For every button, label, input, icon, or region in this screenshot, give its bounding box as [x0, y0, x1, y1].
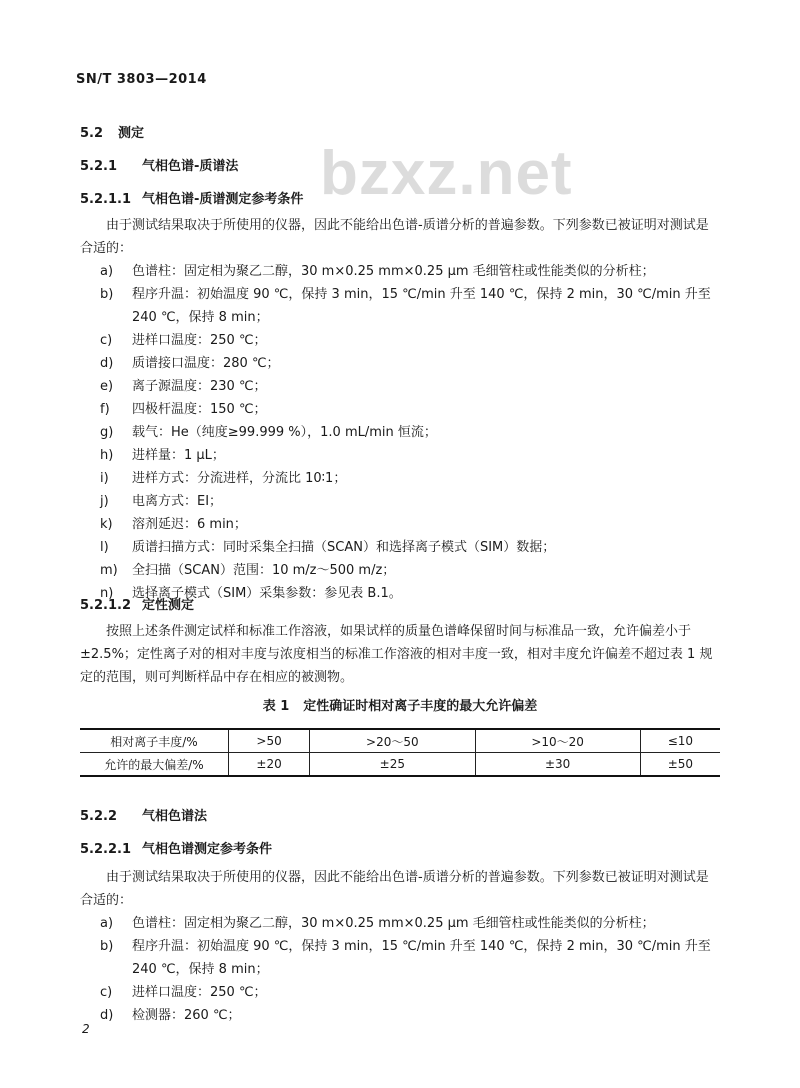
list-text: 色谱柱：固定相为聚乙二醇，30 m×0.25 mm×0.25 μm 毛细管柱或性能类似的分析柱； — [132, 264, 655, 279]
section-title: 气相色谱测定参考条件 — [142, 842, 273, 857]
list-text: 进样方式：分流进样，分流比 10∶1； — [132, 471, 347, 486]
list-item — [100, 467, 720, 490]
list-marker: a) — [100, 264, 114, 279]
table-cell: 允许的最大偏差/% — [80, 753, 229, 777]
list-marker: g) — [100, 425, 114, 440]
section-5-2-1-2-heading — [80, 594, 194, 613]
list-item — [100, 260, 720, 283]
list-item — [100, 375, 720, 398]
list-marker: a) — [100, 916, 114, 931]
list-marker: j) — [100, 494, 109, 509]
table-cell: ±25 — [310, 753, 475, 777]
section-5-2-1-1-heading — [80, 188, 303, 207]
list-marker: b) — [100, 287, 114, 302]
table-cell: ±20 — [229, 753, 310, 777]
document-header: SN/T 3803—2014 — [76, 72, 207, 87]
list-item — [100, 352, 720, 375]
list-item — [100, 421, 720, 444]
section-title: 气相色谱-质谱法 — [142, 159, 239, 174]
list-item — [100, 536, 720, 559]
paragraph-intro: 由于测试结果取决于所使用的仪器，因此不能给出色谱-质谱分析的普遍参数。下列参数已被证明对测试是合适的： — [80, 218, 709, 256]
ion-abundance-table — [80, 728, 720, 777]
table-row — [80, 753, 720, 777]
list-item — [100, 283, 720, 329]
list-marker: d) — [100, 1008, 114, 1023]
section-number: 5.2 — [80, 126, 104, 141]
section-number: 5.2.2.1 — [80, 842, 131, 857]
list-text: 四极杆温度：150 ℃； — [132, 402, 267, 417]
list-item — [100, 329, 720, 352]
list-marker: c) — [100, 333, 113, 348]
list-marker: c) — [100, 985, 113, 1000]
list-item — [100, 1004, 720, 1027]
section-5-2-heading — [80, 122, 144, 141]
section-title: 气相色谱-质谱测定参考条件 — [142, 192, 304, 207]
section-5-2-1-heading — [80, 155, 238, 174]
list-text: 质谱扫描方式：同时采集全扫描（SCAN）和选择离子模式（SIM）数据； — [132, 540, 556, 555]
list-text: 全扫描（SCAN）范围：10 m/z～500 m/z； — [132, 563, 396, 578]
table-label: 表 1 — [262, 699, 290, 714]
section-5-2-2-heading — [80, 805, 207, 824]
list-text: 质谱接口温度：280 ℃； — [132, 356, 280, 371]
section-number: 5.2.2 — [80, 809, 118, 824]
list-text: 载气：He（纯度≥99.999 %），1.0 mL/min 恒流； — [132, 425, 437, 440]
list-item — [100, 490, 720, 513]
list-item — [100, 444, 720, 467]
table-row — [80, 729, 720, 753]
list-item — [100, 559, 720, 582]
list-text: 进样量：1 μL； — [132, 448, 225, 463]
list-text: 程序升温：初始温度 90 ℃，保持 3 min，15 ℃/min 升至 140 ℃，保持 2 min，30 ℃/min 升至 240 ℃，保持 8 min； — [132, 939, 711, 977]
table-cell: ≤10 — [640, 729, 720, 753]
section-number: 5.2.1.1 — [80, 192, 131, 207]
list-text: 检测器：260 ℃； — [132, 1008, 241, 1023]
table-cell: ±50 — [640, 753, 720, 777]
section-5-2-2-1-heading — [80, 838, 272, 857]
list-marker: f) — [100, 402, 110, 417]
page-number: 2 — [82, 1022, 90, 1036]
list-marker: l) — [100, 540, 109, 555]
watermark: bzxz.net — [320, 139, 573, 208]
list-item — [100, 513, 720, 536]
list-marker: h) — [100, 448, 114, 463]
table-cell: ±30 — [475, 753, 640, 777]
list-text: 进样口温度：250 ℃； — [132, 985, 267, 1000]
list-text: 程序升温：初始温度 90 ℃，保持 3 min，15 ℃/min 升至 140 ℃，保持 2 min，30 ℃/min 升至 240 ℃，保持 8 min； — [132, 287, 711, 325]
list-item — [100, 398, 720, 421]
section-number: 5.2.1.2 — [80, 598, 131, 613]
list-text: 离子源温度：230 ℃； — [132, 379, 267, 394]
list-text: 色谱柱：固定相为聚乙二醇，30 m×0.25 mm×0.25 μm 毛细管柱或性能类似的分析柱； — [132, 916, 655, 931]
table-title: 定性确证时相对离子丰度的最大允许偏差 — [303, 699, 538, 714]
list-marker: e) — [100, 379, 114, 394]
list-text: 溶剂延迟：6 min； — [132, 517, 247, 532]
table-cell: >10～20 — [475, 729, 640, 753]
list-marker: k) — [100, 517, 113, 532]
list-item — [100, 935, 720, 981]
list-text: 电离方式：EI； — [132, 494, 223, 509]
section-title: 测定 — [118, 126, 145, 141]
table-caption — [0, 695, 800, 714]
list-item — [100, 981, 720, 1004]
list-marker: n) — [100, 586, 114, 601]
list-marker: i) — [100, 471, 109, 486]
section-number: 5.2.1 — [80, 159, 118, 174]
list-text: 进样口温度：250 ℃； — [132, 333, 267, 348]
section-title: 气相色谱法 — [142, 809, 208, 824]
table-cell: 相对离子丰度/% — [80, 729, 229, 753]
section-title: 定性测定 — [142, 598, 195, 613]
paragraph-qualitative: 按照上述条件测定试样和标准工作溶液，如果试样的质量色谱峰保留时间与标准品一致，允许偏差小于±2.5%；定性离子对的相对丰度与浓度相当的标准工作溶液的相对丰度一致，相对丰度允许偏差不超过表 1 规定的范围，则可判断样品中存在相应的被测物。 — [80, 624, 713, 685]
paragraph-intro-gc: 由于测试结果取决于所使用的仪器，因此不能给出色谱-质谱分析的普遍参数。下列参数已被证明对测试是合适的： — [80, 870, 709, 908]
list-marker: b) — [100, 939, 114, 954]
list-item — [100, 912, 720, 935]
table-cell: >20～50 — [310, 729, 475, 753]
list-marker: d) — [100, 356, 114, 371]
list-marker: m) — [100, 563, 118, 578]
table-cell: >50 — [229, 729, 310, 753]
list-text: 选择离子模式（SIM）采集参数：参见表 B.1。 — [132, 586, 402, 601]
